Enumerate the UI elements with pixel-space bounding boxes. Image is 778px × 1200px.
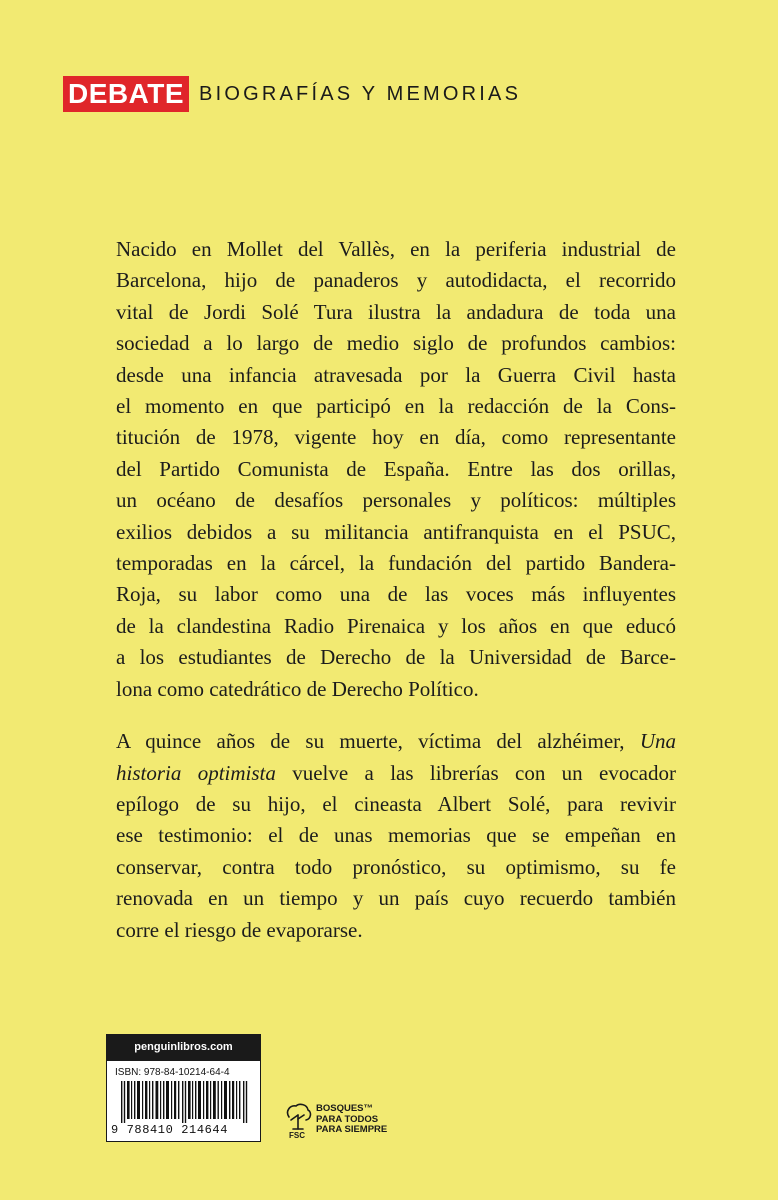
barcode [106,1060,261,1142]
text-line: un océano de desafíos personales y políticos: múltiples [116,488,676,513]
header [63,76,521,112]
text-line: desde una infancia atravesada por la Guerra Civil hasta [116,362,676,387]
text-line: titución de 1978, vigente hoy en día, como representante [116,425,676,450]
book-title-italic: historia optimista [116,760,276,785]
text-line: el momento en que participó en la redacción de la Cons- [116,394,676,419]
website-label: penguinlibros.com [106,1034,261,1060]
publisher-logo: DEBATE [63,76,189,112]
text-line: temporadas en la cárcel, la fundación del partido Bandera- [116,551,676,576]
text-line: exilios debidos a su militancia antifranquista en el PSUC, [116,519,676,544]
text-line: a los estudiantes de Derecho de la Universidad de Barce- [116,645,676,670]
text-line [116,758,676,789]
barcode-digits: 9 788410 214644 [111,1123,229,1137]
isbn-text: ISBN: 978-84-10214-64-4 [115,1067,230,1078]
text-line: corre el riesgo de evaporarse. [116,917,363,942]
text-line: de la clandestina Radio Pirenaica y los años en que educó [116,613,676,638]
text-line: renovada en un tiempo y un país cuyo recuerdo también [116,886,676,911]
fsc-claim-line: PARA SIEMPRE [316,1124,388,1135]
text-segment: vuelve a las librerías con un evocador [292,760,676,785]
text-line: Barcelona, hijo de panaderos y autodidacta, el recorrido [116,268,676,293]
text-line: sociedad a lo largo de medio siglo de profundos cambios: [116,331,676,356]
book-title-italic: Una [639,729,676,754]
fsc-claim-line: PARA TODOS [316,1113,379,1125]
text-line: conservar, contra todo pronóstico, su optimismo, su fe [116,854,676,879]
fsc-claim-line: BOSQUES™ [316,1103,374,1114]
fsc-label: FSC [289,1131,305,1140]
barcode-bars [121,1081,249,1123]
text-line: ese testimonio: el de unas memorias que se empeñan en [116,823,676,848]
synopsis-paragraph-2 [116,726,676,946]
text-segment: A quince años de su muerte, víctima del alzhéimer, [116,729,625,754]
synopsis [116,234,676,946]
text-line: Roja, su labor como una de las voces más influyentes [116,582,676,607]
text-line: del Partido Comunista de España. Entre las dos orillas, [116,456,676,481]
text-line [116,726,676,757]
text-line: vital de Jordi Solé Tura ilustra la andadura de toda una [116,299,676,324]
synopsis-paragraph-1 [116,234,676,705]
fsc-tree-icon [283,1103,313,1131]
fsc-claim [316,1104,387,1136]
text-line: lona como catedrático de Derecho Político. [116,676,479,701]
text-line: epílogo de su hijo, el cineasta Albert Solé, para revivir [116,791,676,816]
collection-name: BIOGRAFÍAS Y MEMORIAS [199,82,522,105]
text-line: Nacido en Mollet del Vallès, en la periferia industrial de [116,237,676,261]
